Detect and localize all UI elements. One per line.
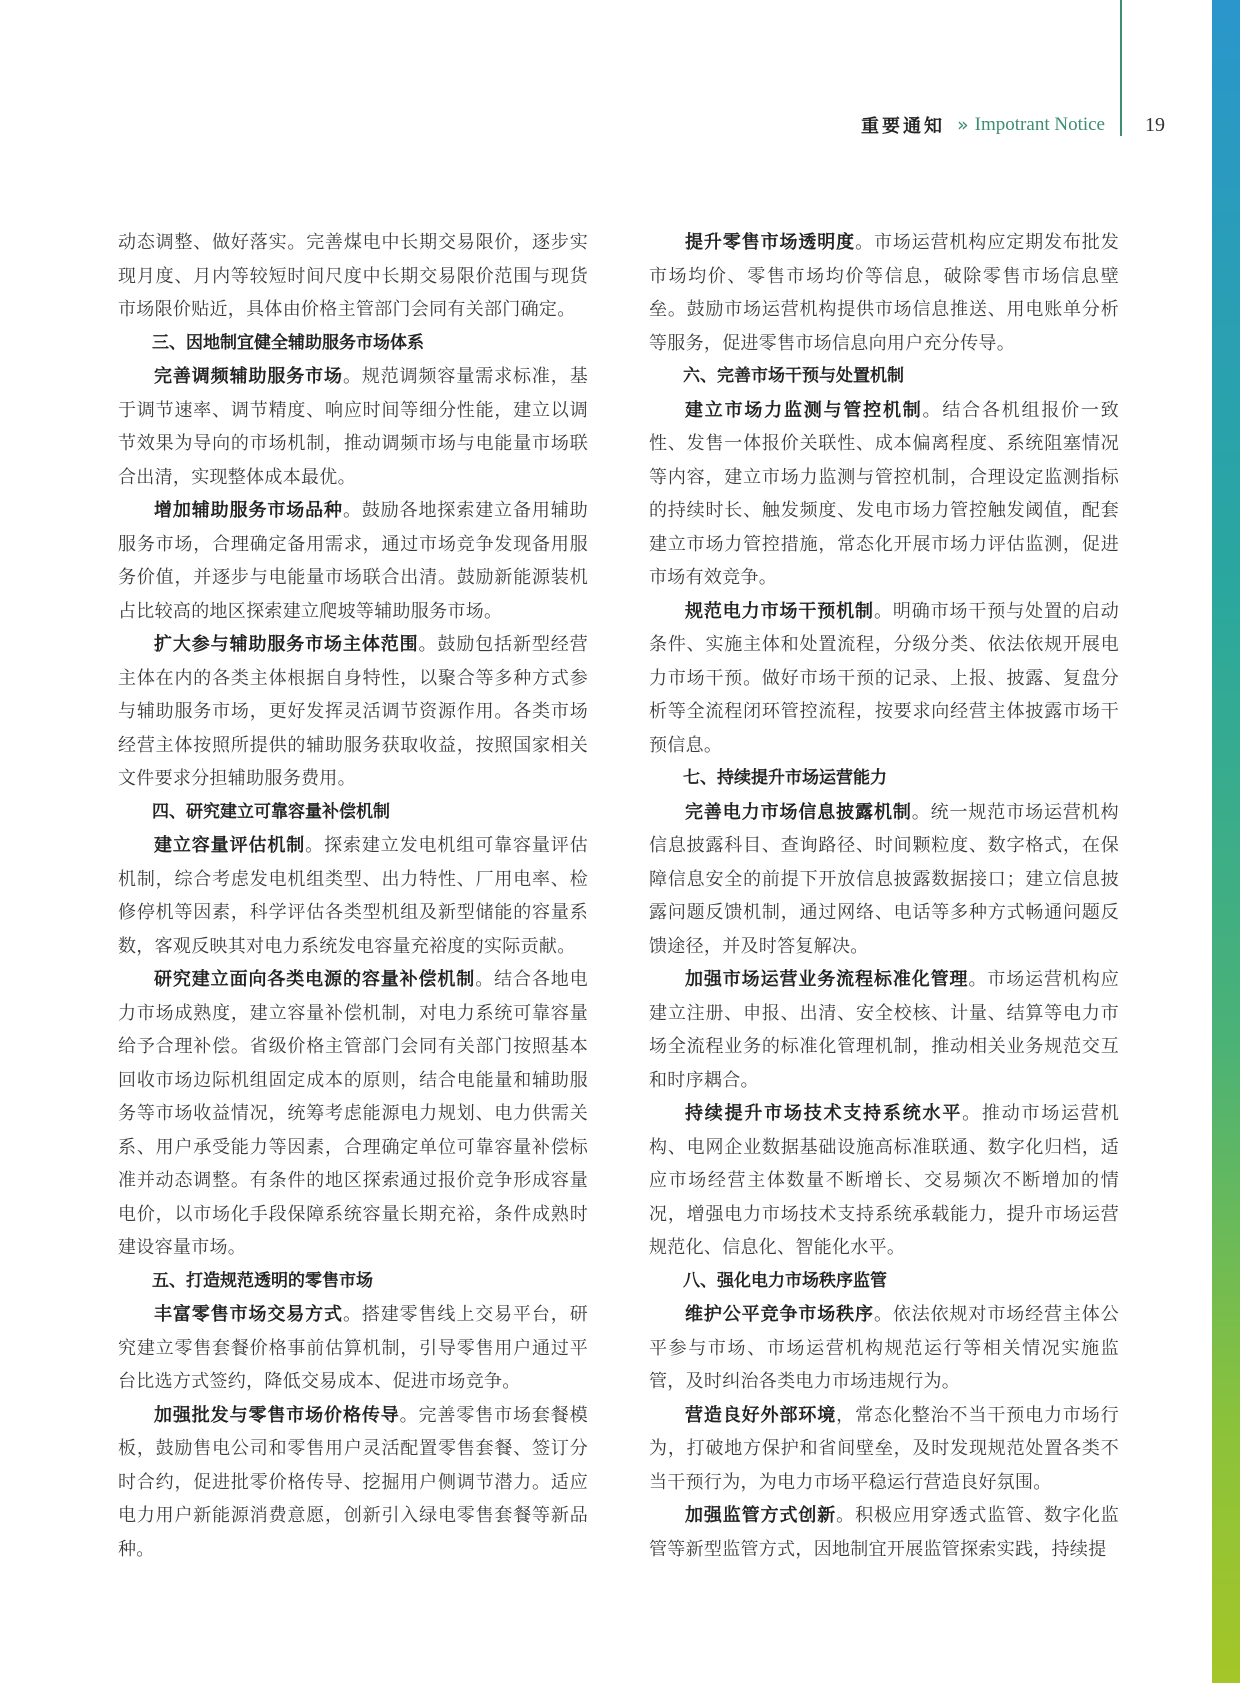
paragraph-lead: 丰富零售市场交易方式 (154, 1304, 343, 1325)
paragraph-body: 。搭建零售线上交易平台，研究建立零售套餐价格事前估算机制，引导零售用户通过平台比选方式签约，降低交易成本、促进市场竞争。 (118, 1304, 588, 1392)
right-column (649, 226, 1119, 1566)
paragraph-body: 。统一规范市场运营机构信息披露科目、查询路径、时间颗粒度、数字格式，在保障信息安全的前提下开放信息披露数据接口；建立信息披露问题反馈机制，通过网络、电话等多种方式畅通问题反馈途径，并及时答复解决。 (649, 801, 1119, 957)
paragraph-lead: 规范电力市场干预机制 (685, 600, 874, 622)
section-title-cn: 重要通知 (861, 116, 946, 137)
paragraph (118, 1298, 588, 1399)
paragraph-lead: 完善电力市场信息披露机制 (685, 801, 912, 823)
section-heading: 七、持续提升市场运营能力 (683, 768, 887, 788)
paragraph (649, 1097, 1119, 1265)
paragraph-body: 。探索建立发电机组可靠容量评估机制，综合考虑发电机组类型、出力特性、厂用电率、检修停机等因素，科学评估各类型机组及新型储能的容量系数，客观反映其对电力系统发电容量充裕度的实际贡献。 (118, 835, 589, 957)
page-header (820, 110, 1165, 140)
paragraph-lead: 营造良好外部环境 (685, 1404, 837, 1426)
paragraph-lead: 加强批发与零售市场价格传导 (154, 1404, 400, 1426)
paragraph (118, 494, 588, 628)
paragraph-body: ，常态化整治不当干预电力市场行为，打破地方保护和省间壁垒，及时发现规范处置各类不当干预行为，为电力市场平稳运行营造良好氛围。 (649, 1404, 1120, 1493)
double-chevron-icon: » (957, 114, 969, 136)
paragraph (118, 829, 588, 963)
section-heading: 八、强化电力市场秩序监管 (683, 1270, 887, 1291)
paragraph: 动态调整、做好落实。完善煤电中长期交易限价，逐步实现月度、月内等较短时间尺度中长期交易限价范围与现货市场限价贴近，具体由价格主管部门会同有关部门确定。 (118, 232, 588, 320)
paragraph-body: 。完善零售市场套餐模板，鼓励售电公司和零售用户灵活配置零售套餐、签订分时合约，促进批零价格传导、挖掘用户侧调节潜力。适应电力用户新能源消费意愿，创新引入绿电零售套餐等新品种。 (118, 1404, 588, 1560)
paragraph-body: 。规范调频容量需求标准，基于调节速率、调节精度、响应时间等细分性能，建立以调节效果为导向的市场机制，推动调频市场与电能量市场联合出清，实现整体成本最优。 (118, 366, 588, 488)
section-heading: 六、完善市场干预与处置机制 (683, 366, 904, 386)
paragraph (649, 1298, 1119, 1399)
paragraph-lead: 持续提升市场技术支持系统水平 (685, 1103, 963, 1124)
left-column (118, 226, 588, 1566)
paragraph (118, 1399, 588, 1567)
paragraph-lead: 加强市场运营业务流程标准化管理 (685, 969, 969, 990)
paragraph-lead: 提升零售市场透明度 (685, 232, 856, 253)
paragraph-lead: 完善调频辅助服务市场 (154, 366, 343, 387)
paragraph-lead: 研究建立面向各类电源的容量补偿机制 (154, 969, 476, 990)
section-heading: 三、因地制宜健全辅助服务市场体系 (152, 332, 424, 353)
paragraph (118, 628, 588, 796)
page-number: 19 (1145, 113, 1165, 136)
paragraph-body: 。市场运营机构应定期发布批发市场均价、零售市场均价等信息，破除零售市场信息壁垒。鼓励市场运营机构提供市场信息推送、用电账单分析等服务，促进零售市场信息向用户充分传导。 (649, 232, 1119, 354)
paragraph-body: 。鼓励包括新型经营主体在内的各类主体根据自身特性，以聚合等多种方式参与辅助服务市场，更好发挥灵活调节资源作用。各类市场经营主体按照所提供的辅助服务获取收益，按照国家相关文件要求分担辅助服务费用。 (118, 634, 588, 789)
paragraph (118, 360, 588, 494)
paragraph-body: 。明确市场干预与处置的启动条件、实施主体和处置流程，分级分类、依法依规开展电力市场干预。做好市场干预的记录、上报、披露、复盘分析等全流程闭环管控流程，按要求向经营主体披露市场干预信息。 (649, 600, 1119, 756)
paragraph-body: 。积极应用穿透式监管、数字化监管等新型监管方式，因地制宜开展监管探索实践，持续提 (649, 1505, 1120, 1560)
paragraph-lead: 建立容量评估机制 (154, 835, 306, 856)
paragraph-body: 。鼓励各地探索建立备用辅助服务市场，合理确定备用需求，通过市场竞争发现备用服务价值，并逐步与电能量市场联合出清。鼓励新能源装机占比较高的地区探索建立爬坡等辅助服务市场。 (118, 500, 588, 622)
paragraph-lead: 维护公平竞争市场秩序 (685, 1304, 874, 1325)
paragraph-lead: 增加辅助服务市场品种 (154, 500, 343, 521)
paragraph-body: 。依法依规对市场经营主体公平参与市场、市场运营机构规范运行等相关情况实施监管，及时纠治各类电力市场违规行为。 (649, 1304, 1119, 1392)
paragraph (649, 963, 1119, 1097)
paragraph-lead: 建立市场力监测与管控机制 (685, 399, 923, 421)
section-heading: 五、打造规范透明的零售市场 (152, 1270, 373, 1291)
side-color-bar (1212, 0, 1240, 1683)
paragraph-body: 。结合各机组报价一致性、发售一体报价关联性、成本偏离程度、系统阻塞情况等内容，建立市场力监测与管控机制，合理设定监测指标的持续时长、触发频度、发电市场力管控触发阈值，配套建立市场力管控措施，常态化开展市场力评估监测，促进市场有效竞争。 (649, 399, 1119, 588)
paragraph-lead: 扩大参与辅助服务市场主体范围 (154, 634, 419, 655)
paragraph (649, 1499, 1119, 1566)
section-title-en: Impotrant Notice (974, 114, 1105, 135)
paragraph (649, 1399, 1119, 1500)
paragraph (649, 595, 1119, 763)
paragraph (649, 796, 1119, 964)
paragraph-lead: 加强监管方式创新 (685, 1505, 837, 1526)
paragraph-body: 。结合各地电力市场成熟度，建立容量补偿机制，对电力系统可靠容量给予合理补偿。省级价格主管部门会同有关部门按照基本回收市场边际机组固定成本的原则，结合电能量和辅助服务等市场收益情况，统筹考虑能源电力规划、电力供需关系、用户承受能力等因素，合理确定单位可靠容量补偿标准并动态调整。有条件的地区探索通过报价竞争形成容量电价，以市场化手段保障系统容量长期充裕，条件成熟时建设容量市场。 (118, 969, 588, 1258)
paragraph (118, 963, 588, 1265)
paragraph-body: 。推动市场运营机构、电网企业数据基础设施高标准联通、数字化归档，适应市场经营主体数量不断增长、交易频次不断增加的情况，增强电力市场技术支持系统承载能力，提升市场运营规范化、信息化、智能化水平。 (649, 1103, 1120, 1258)
paragraph (649, 394, 1119, 595)
paragraph (649, 226, 1119, 360)
section-heading: 四、研究建立可靠容量补偿机制 (152, 801, 390, 822)
paragraph-body: 。市场运营机构应建立注册、申报、出清、安全校核、计量、结算等电力市场全流程业务的标准化管理机制，推动相关业务规范交互和时序耦合。 (649, 969, 1120, 1091)
